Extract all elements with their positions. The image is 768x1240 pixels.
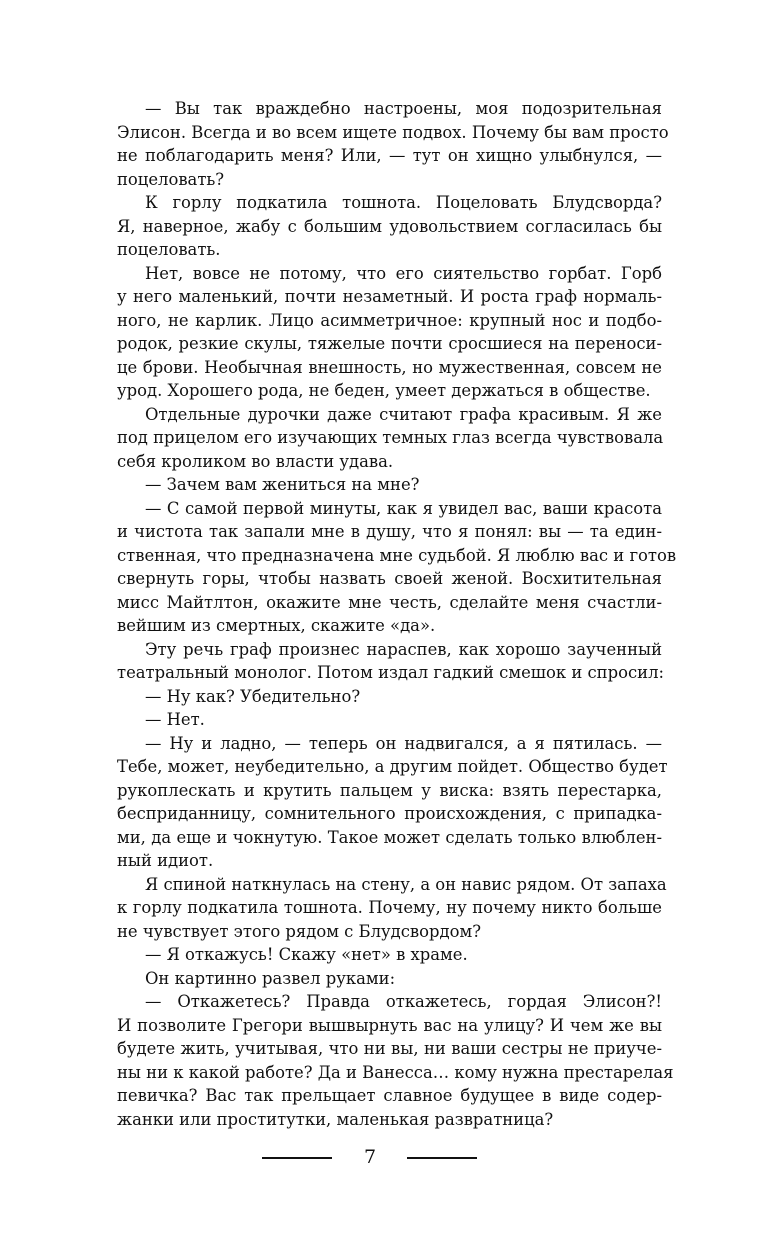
text-line: Нет, вовсе не потому, что его сиятельство горбат. Горб [145,263,662,283]
paragraph [117,708,662,732]
page-text [117,97,677,1131]
text-line: — Ну и ладно, — теперь он надвигался, а я пятилась. — [145,733,662,753]
text-line: певичка? Вас так прельщает славное будущее в виде содер- [117,1086,662,1105]
paragraph [117,473,662,497]
footer-rule-right [407,1157,477,1159]
text-line: родок, резкие скулы, тяжелые почти сросшиеся на переноси- [117,334,662,353]
paragraph [117,191,662,262]
text-line: ственная, что предназначена мне судьбой. Я люблю вас и готов [117,545,677,565]
text-line: Отдельные дурочки даже считают графа красивым. Я же [145,404,662,424]
text-line: под прицелом его изучающих темных глаз всегда чувствовала [117,428,664,447]
paragraph [117,403,662,474]
page-number: 7 [363,1146,377,1168]
text-line: Элисон. Всегда и во всем ищете подвох. Почему бы вам просто [117,122,669,142]
paragraph [117,97,669,191]
text-line: Он картинно развел руками: [145,968,396,988]
text-line: жанки или проститутки, маленькая развратница? [117,1109,554,1129]
text-line: — Нет. [145,710,205,729]
text-line: не чувствует этого рядом с Блудсвордом? [117,921,482,941]
text-line: — С самой первой минуты, как я увидел вас, ваши красота [145,498,662,518]
text-line: — Зачем вам жениться на мне? [145,475,420,494]
paragraph [117,262,662,403]
text-line: Тебе, может, неубедительно, а другим пойдет. Общество будет [117,757,668,776]
paragraph [117,873,667,944]
text-line: поцеловать? [117,169,225,189]
paragraph [117,497,677,638]
text-line: не поблагодарить меня? Или, — тут он хищно улыбнулся, — [117,146,662,165]
paragraph [117,943,662,967]
text-line: — Я откажусь! Скажу «нет» в храме. [145,945,468,964]
text-line: Я спиной наткнулась на стену, а он навис рядом. От запаха [145,874,667,894]
text-line: к горлу подкатила тошнота. Почему, ну почему никто больше [117,898,662,917]
text-line: поцеловать. [117,240,221,259]
text-line: бесприданницу, сомнительного происхождения, с припадка- [117,804,662,823]
text-line: Эту речь граф произнес нараспев, как хорошо заученный [145,639,662,659]
text-line: И позволите Грегори вышвырнуть вас на улицу? И чем же вы [117,1015,662,1035]
text-line: театральный монолог. Потом издал гадкий смешок и спросил: [117,663,664,682]
text-line: и чистота так запали мне в душу, что я понял: вы — та един- [117,522,662,541]
text-line: це брови. Необычная внешность, но мужественная, совсем не [117,357,662,377]
text-line: ный идиот. [117,851,214,870]
paragraph [117,990,674,1131]
text-line: ми, да еще и чокнутую. Такое может сделать только влюблен- [117,827,662,847]
text-line: К горлу подкатила тошнота. Поцеловать Блудсворда? [145,193,662,212]
footer-rule-left [262,1157,332,1159]
text-line: ного, не карлик. Лицо асимметричное: крупный нос и подбо- [117,310,662,330]
paragraph [117,967,662,991]
text-line: — Вы так враждебно настроены, моя подозрительная [145,99,662,118]
text-line: у него маленький, почти незаметный. И роста граф нормаль- [117,287,662,306]
text-line: ны ни к какой работе? Да и Ванесса… кому нужна престарелая [117,1062,674,1082]
text-line: свернуть горы, чтобы назвать своей женой. Восхитительная [117,569,662,588]
text-line: себя кроликом во власти удава. [117,451,394,471]
paragraph [117,638,662,685]
text-line: Я, наверное, жабу с большим удовольствием согласилась бы [117,216,662,236]
paragraph [117,685,662,709]
text-line: урод. Хорошего рода, не беден, умеет держаться в обществе. [117,381,651,400]
page-footer [0,1146,768,1170]
text-line: рукоплескать и крутить пальцем у виска: взять перестарка, [117,780,662,800]
text-line: — Ну как? Убедительно? [145,686,361,706]
paragraph [117,732,668,873]
text-line: мисс Майтлтон, окажите мне честь, сделайте меня счастли- [117,592,662,612]
text-line: — Откажетесь? Правда откажетесь, гордая Элисон?! [145,992,662,1011]
text-line: вейшим из смертных, скажите «да». [117,616,436,635]
text-line: будете жить, учитывая, что ни вы, ни ваши сестры не приуче- [117,1039,662,1058]
